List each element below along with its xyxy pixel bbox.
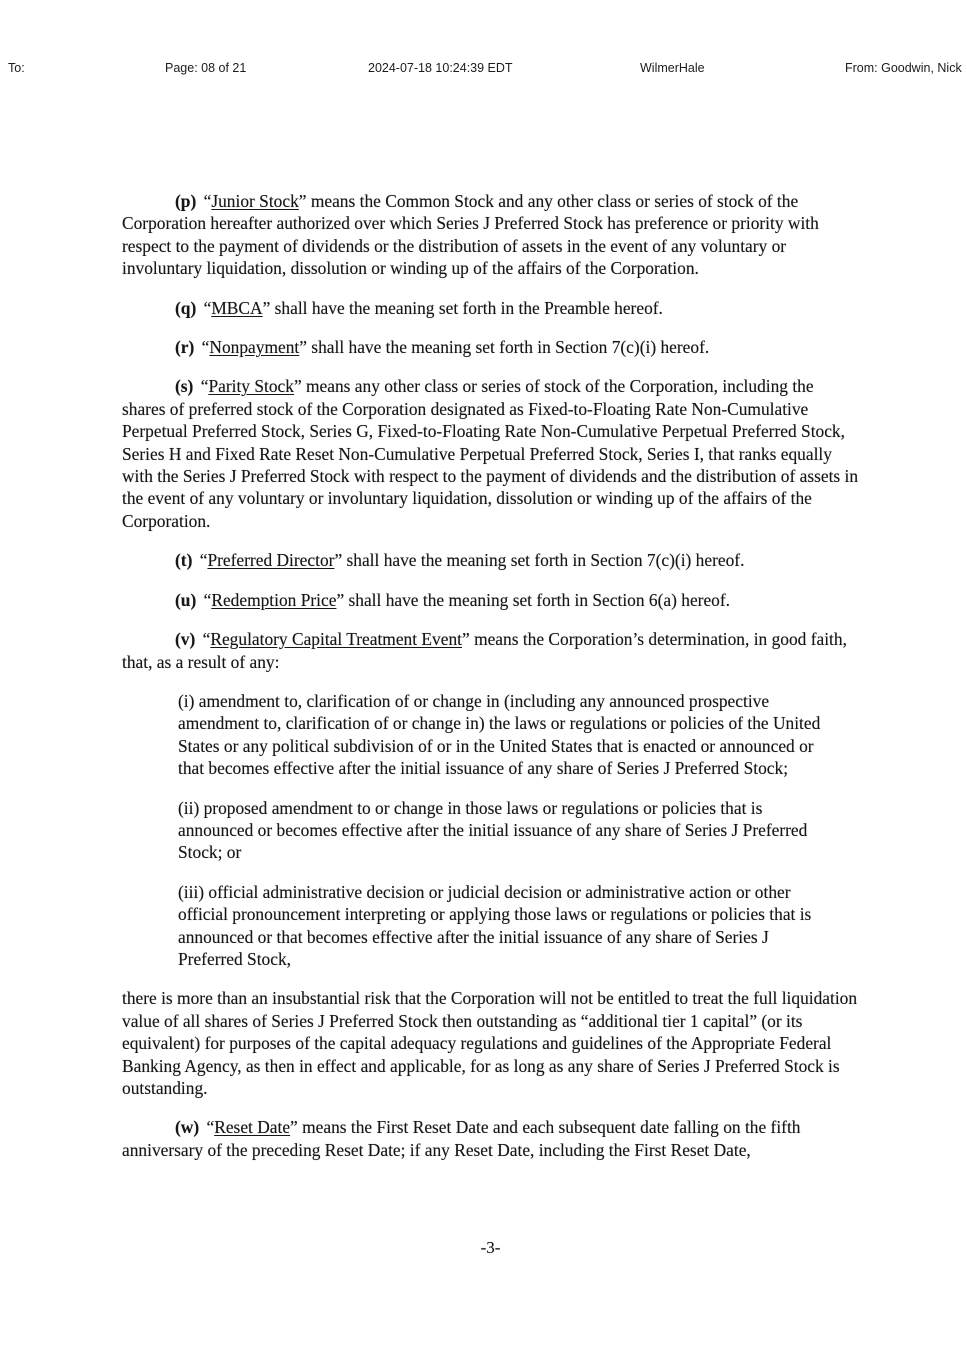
definition-text: ” shall have the meaning set forth in Section 6(a) hereof. — [336, 589, 731, 610]
fax-organization: WilmerHale — [640, 61, 705, 75]
defined-term: Junior Stock — [211, 191, 299, 211]
fax-timestamp: 2024-07-18 10:24:39 EDT — [368, 61, 513, 75]
definition-text: ” means the First Reset Date and each subsequent date falling on the fifth anniversary of the preceding Reset Date; if any Reset Date, including the First Reset Date, — [122, 1117, 801, 1160]
clause-label: (q) — [175, 297, 197, 318]
definition-v-regulatory-capital-treatment-event — [122, 628, 859, 673]
open-quote: “ — [198, 629, 211, 650]
clause-label: (v) — [175, 629, 196, 650]
open-quote: “ — [199, 191, 212, 211]
definition-text: ” shall have the meaning set forth in Section 7(c)(i) hereof. — [334, 550, 745, 571]
document-body — [122, 190, 859, 1178]
defined-term: Parity Stock — [208, 376, 294, 397]
definition-text: ” means the Common Stock and any other class or series of stock of the Corporation hereafter authorized over which Series J Preferred Stock has preference or priority with respect to the payment of dividends or the distribution of assets in the event of any voluntary or involuntary liquidation, dissolution or winding up of the affairs of the Corporation. — [122, 191, 819, 279]
continuation-text: there is more than an insubstantial risk that the Corporation will not be entitled to treat the full liquidation value of all shares of Series J Preferred Stock then outstanding as “additional tier 1 capital” (or its equivalent) for purposes of the capital adequacy regulations and guidelines of the Appropriate Federal Banking Agency, as then in effect and applicable, for as long as any share of Series J Preferred Stock is outstanding. — [122, 988, 858, 1098]
subclause-iii — [178, 881, 826, 971]
definition-text: ” shall have the meaning set forth in the Preamble hereof. — [262, 297, 663, 318]
continuation-paragraph — [122, 987, 859, 1099]
clause-label: (u) — [175, 589, 197, 610]
defined-term: MBCA — [211, 297, 263, 318]
open-quote: “ — [199, 589, 212, 610]
open-quote: “ — [196, 376, 209, 397]
definition-text: ” means any other class or series of stock of the Corporation, including the shares of preferred stock of the Corporation designated as Fixed-to-Floating Rate Non-Cumulative Perpetual Preferred Stock, Series G, Fixed-to-Floating Rate Non-Cumulative Perpetual Preferred Stock, Series H and Fixed Rate Reset Non-Cumulative Perpetual Preferred Stock, Series I, that ranks equally with the Series J Preferred Stock with respect to the payment of dividends and the distribution of assets in the event of any voluntary or involuntary liquidation, dissolution or winding up of the affairs of the Corporation. — [122, 376, 859, 531]
clause-label: (t) — [175, 550, 193, 571]
clause-label: (p) — [175, 191, 197, 211]
clause-label: (s) — [175, 376, 194, 397]
subclause-ii — [178, 797, 826, 864]
definition-t-preferred-director — [122, 549, 859, 571]
fax-to-label: To: — [8, 61, 25, 75]
subclause-text: (iii) official administrative decision or judicial decision or administrative action or other official pronouncement interpreting or applying those laws or regulations or policies that is announced or that becomes effective after the initial issuance of any share of Series J Preferred Stock, — [178, 881, 812, 969]
definition-text: ” means the Corporation’s determination, in good faith, that, as a result of any: — [122, 629, 847, 672]
open-quote: “ — [197, 337, 210, 358]
defined-term: Regulatory Capital Treatment Event — [210, 629, 462, 650]
defined-term: Reset Date — [214, 1117, 291, 1138]
open-quote: “ — [202, 1117, 215, 1138]
open-quote: “ — [195, 550, 208, 571]
defined-term: Preferred Director — [207, 550, 335, 571]
clause-label: (r) — [175, 337, 195, 358]
definition-w-reset-date — [122, 1116, 859, 1161]
defined-term: Redemption Price — [211, 589, 337, 610]
definition-r-nonpayment — [122, 336, 859, 358]
definition-text: ” shall have the meaning set forth in Section 7(c)(i) hereof. — [299, 337, 710, 358]
open-quote: “ — [199, 297, 212, 318]
definition-q-mbca — [122, 297, 859, 319]
fax-from-label: From: Goodwin, Nick — [845, 61, 962, 75]
subclause-i — [178, 690, 826, 780]
definition-s-parity-stock — [122, 375, 859, 532]
fax-page-count: Page: 08 of 21 — [165, 61, 247, 75]
fax-header — [0, 61, 967, 77]
definition-u-redemption-price — [122, 589, 859, 611]
subclause-text: (i) amendment to, clarification of or change in (including any announced prospective amendment to, clarification of or change in) the laws or regulations or policies of the United States or any political subdivision of or in the United States that is enacted or announced or that becomes effective after the initial issuance of any share of Series J Preferred Stock; — [178, 690, 821, 779]
defined-term: Nonpayment — [209, 337, 300, 358]
definition-p-junior-stock — [122, 190, 859, 280]
page-number: -3- — [480, 1238, 501, 1257]
subclause-text: (ii) proposed amendment to or change in those laws or regulations or policies that is announced or becomes effective after the initial issuance of any share of Series J Preferred Stock; or — [178, 797, 808, 863]
clause-label: (w) — [175, 1117, 200, 1138]
